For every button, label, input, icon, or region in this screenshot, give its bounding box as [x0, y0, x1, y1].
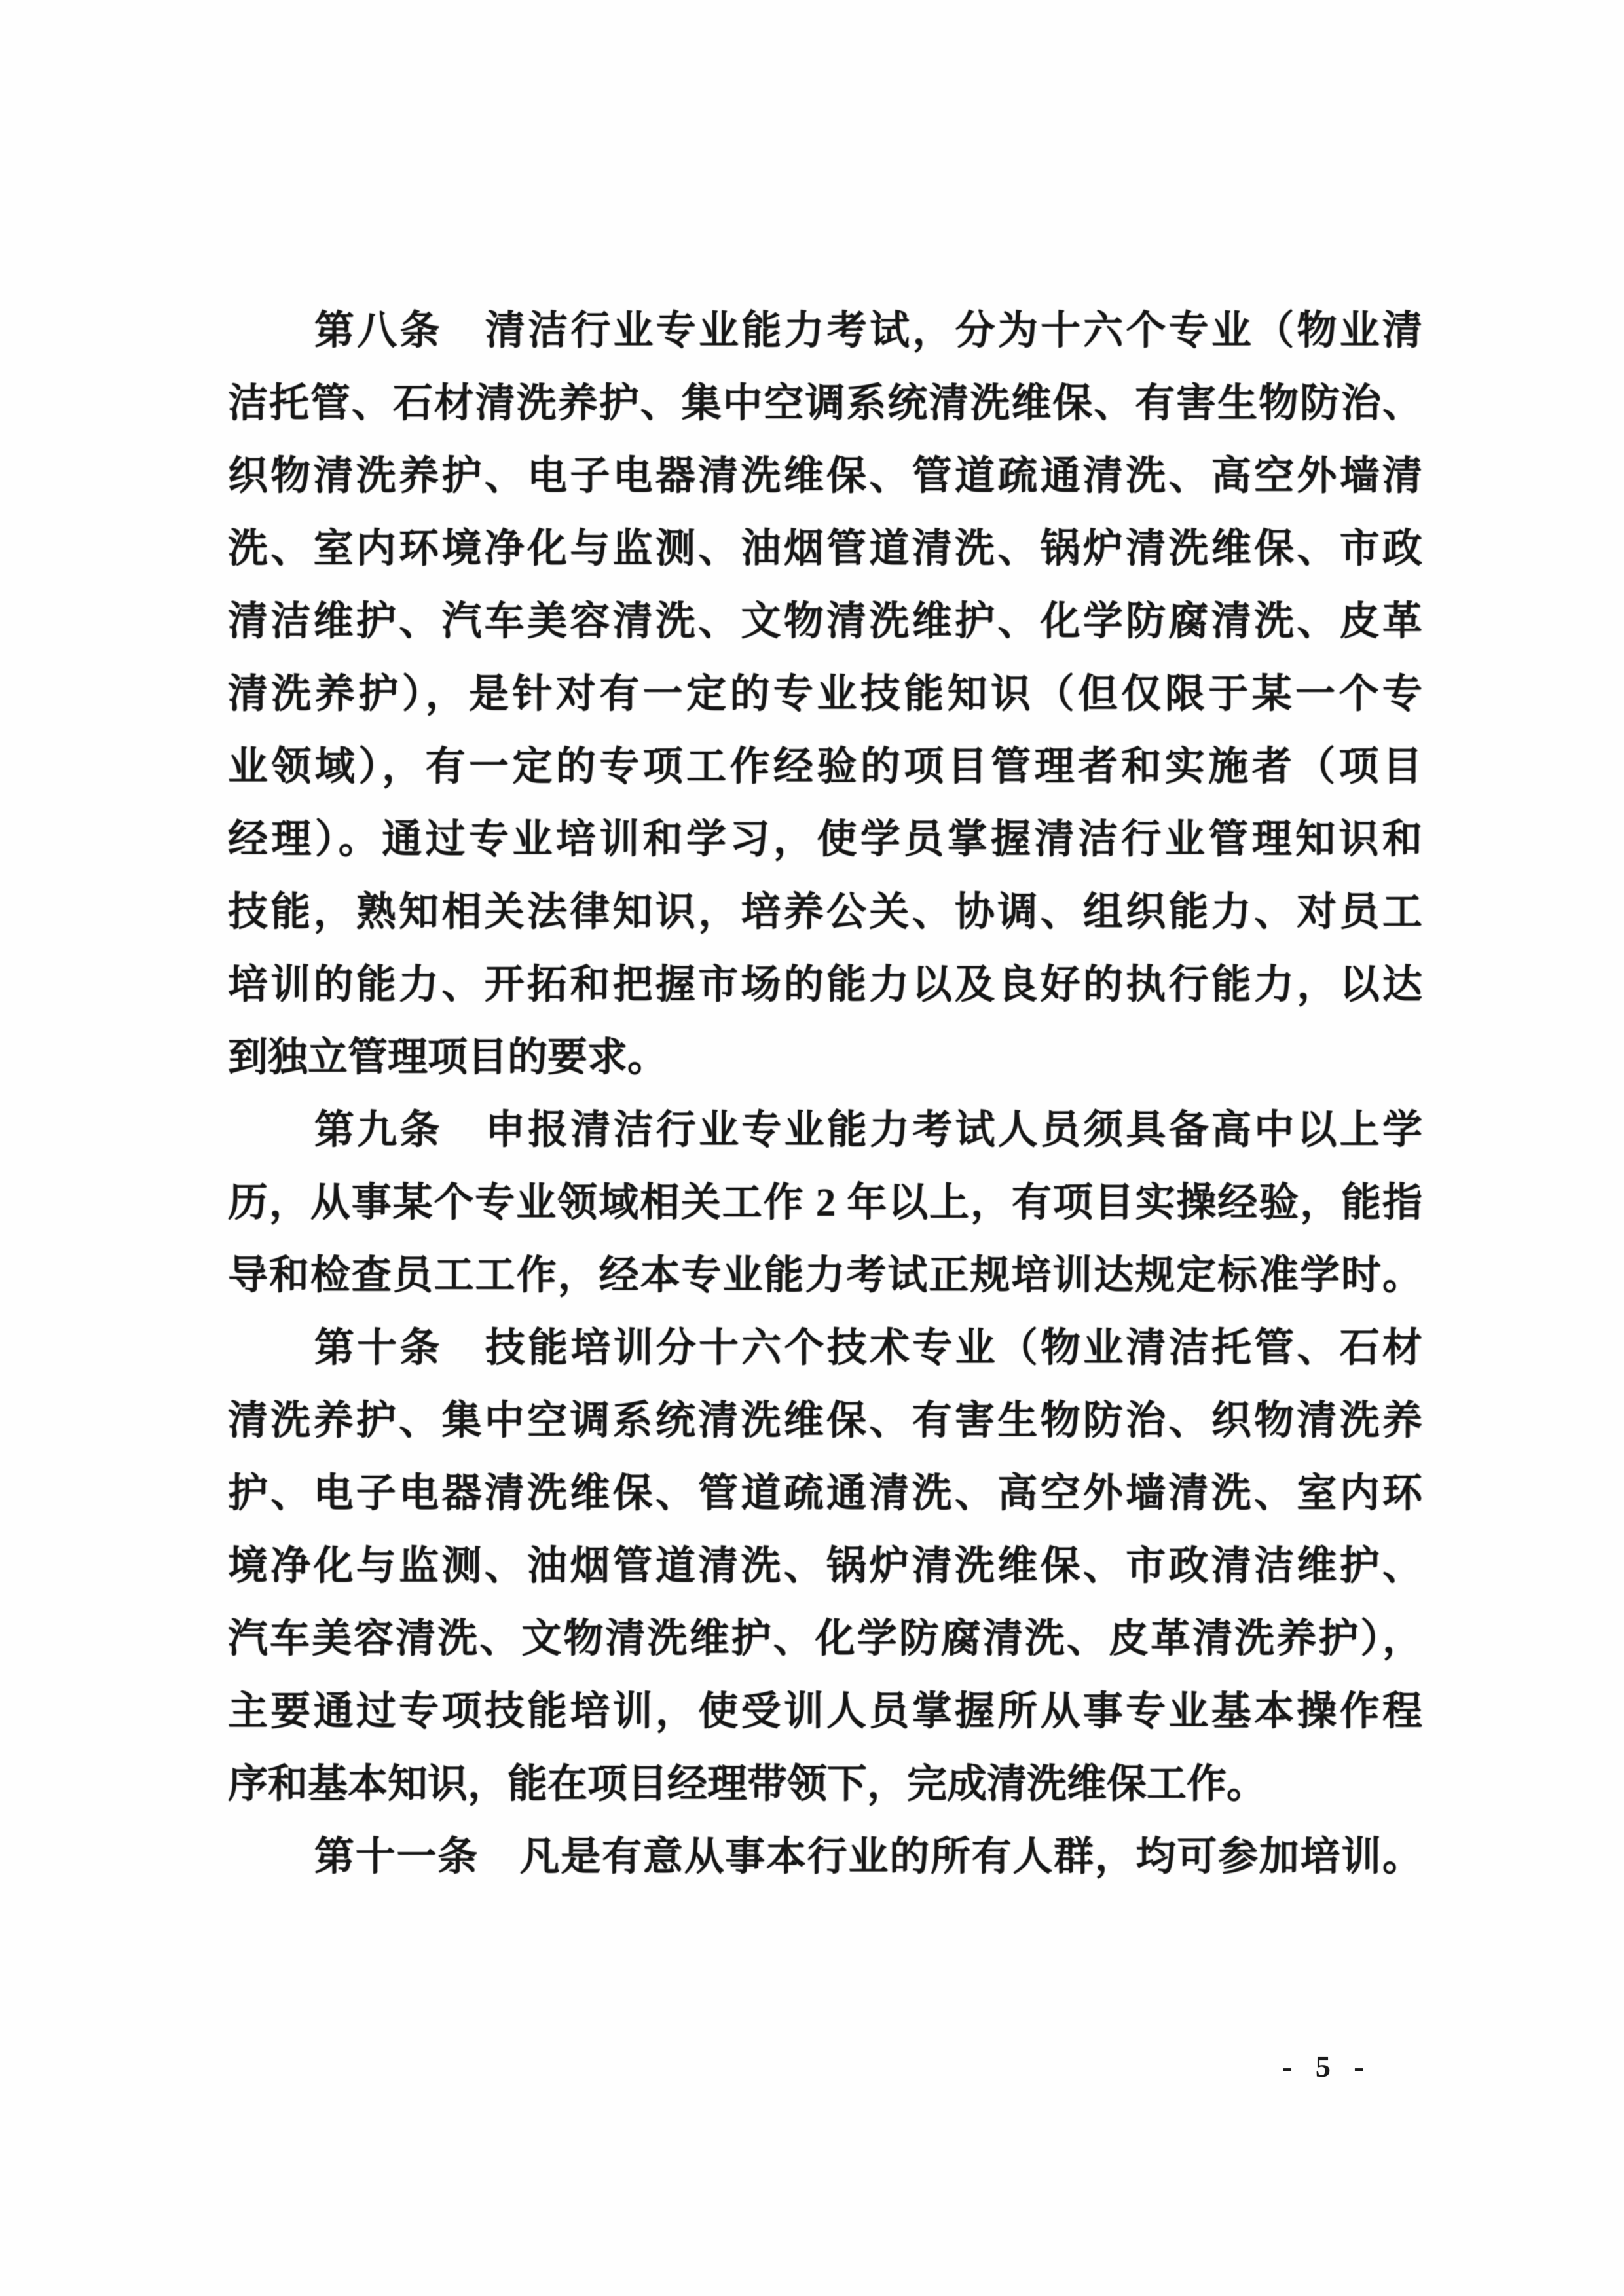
text-line: 第十一条 凡是有意从事本行业的所有人群，均可参加培训。 [314, 1835, 1422, 1879]
text-line: 历，从事某个专业领域相关工作 2 年以上，有项目实操经验，能指 [228, 1181, 1422, 1225]
text-line: 汽车美容清洗、文物清洗维护、化学防腐清洗、皮革清洗养护）， [228, 1617, 1422, 1661]
text-line: 经理）。通过专业培训和学习，使学员掌握清洁行业管理知识和 [228, 818, 1422, 862]
text-line: 序和基本知识，能在项目经理带领下，完成清洗维保工作。 [228, 1762, 1267, 1806]
text-line: 技能，熟知相关法律知识，培养公关、协调、组织能力、对员工 [228, 890, 1422, 934]
paragraph-article-11 [228, 1821, 1422, 1893]
text-line: 洗、室内环境净化与监测、油烟管道清洗、锅炉清洗维保、市政 [228, 527, 1422, 571]
text-line: 清洗养护、集中空调系统清洗维保、有害生物防治、织物清洗养 [228, 1399, 1422, 1443]
text-line: 护、电子电器清洗维保、管道疏通清洗、高空外墙清洗、室内环 [228, 1472, 1422, 1516]
paragraph-article-8 [228, 295, 1422, 1094]
text-line: 清洁维护、汽车美容清洗、文物清洗维护、化学防腐清洗、皮革 [228, 600, 1422, 644]
text-line: 业领域），有一定的专项工作经验的项目管理者和实施者（项目 [228, 745, 1422, 789]
text-line: 第八条 清洁行业专业能力考试，分为十六个专业（物业清 [314, 309, 1422, 353]
page-number: - 5 - [1282, 2050, 1372, 2083]
text-line: 主要通过专项技能培训，使受训人员掌握所从事专业基本操作程 [228, 1690, 1422, 1734]
text-line: 第十条 技能培训分十六个技术专业（物业清洁托管、石材 [314, 1326, 1422, 1370]
text-line: 导和检查员工工作，经本专业能力考试正规培训达规定标准学时。 [228, 1254, 1422, 1298]
text-line: 洁托管、石材清洗养护、集中空调系统清洗维保、有害生物防治、 [228, 382, 1422, 426]
text-line: 到独立管理项目的要求。 [228, 1036, 668, 1080]
paragraph-article-10 [228, 1312, 1422, 1821]
text-line: 织物清洗养护、电子电器清洗维保、管道疏通清洗、高空外墙清 [228, 454, 1422, 498]
document-body [228, 295, 1422, 1893]
text-line: 第九条 申报清洁行业专业能力考试人员须具备高中以上学 [314, 1108, 1422, 1152]
text-line: 清洗养护），是针对有一定的专业技能知识（但仅限于某一个专 [228, 672, 1422, 716]
paragraph-article-9 [228, 1094, 1422, 1312]
text-line: 培训的能力、开拓和把握市场的能力以及良好的执行能力，以达 [228, 963, 1422, 1007]
text-line: 境净化与监测、油烟管道清洗、锅炉清洗维保、市政清洁维护、 [228, 1544, 1422, 1588]
